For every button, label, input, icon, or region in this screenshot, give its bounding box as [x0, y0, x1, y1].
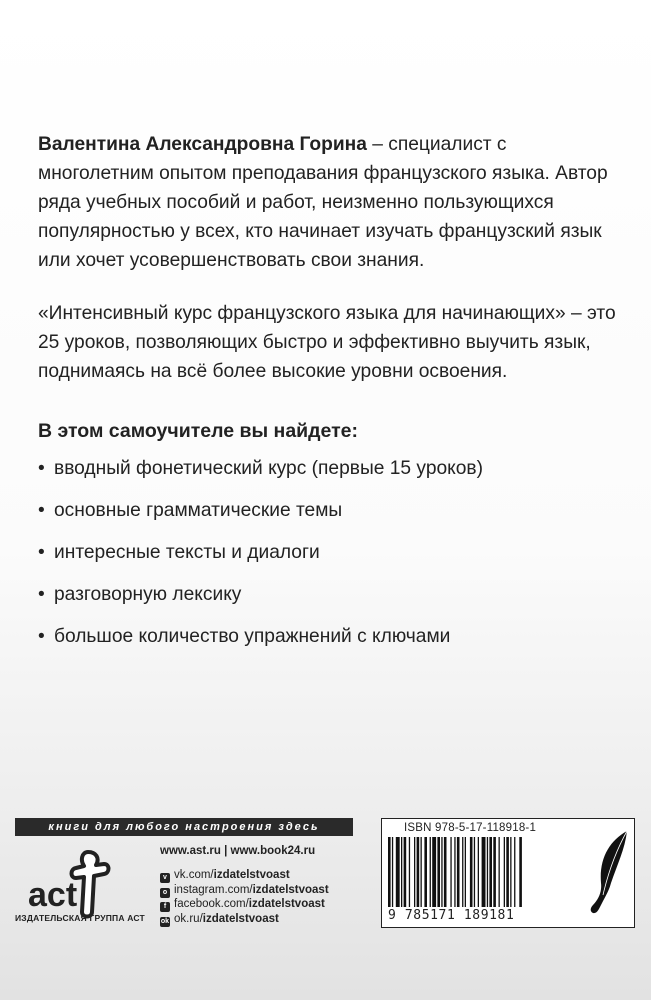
logo-text: act — [28, 876, 78, 914]
bullet-icon: • — [38, 584, 45, 605]
barcode-box — [381, 818, 635, 928]
social-link-vk[interactable]: v vk.com/izdatelstvoast — [160, 868, 329, 883]
quill-icon — [587, 829, 631, 915]
social-link-odnoklassniki[interactable]: ok ok.ru/izdatelstvoast — [160, 912, 279, 925]
list-item: • большое количество упражнений с ключами — [38, 623, 483, 665]
feature-list — [38, 455, 483, 665]
odnoklassniki-icon: ok — [160, 917, 170, 925]
social-link-instagram[interactable]: o instagram.com/izdatelstvoast — [160, 883, 329, 898]
bullet-icon: • — [38, 626, 45, 647]
bullet-icon: • — [38, 500, 45, 521]
bullet-icon: • — [38, 458, 45, 479]
tagline-banner: книги для любого настроения здесь — [15, 818, 353, 836]
bullet-icon: • — [38, 542, 45, 563]
list-item: • разговорную лексику — [38, 581, 483, 623]
author-intro — [38, 130, 618, 275]
list-item: • вводный фонетический курс (первые 15 уроков) — [38, 455, 483, 497]
vk-icon: v — [160, 873, 170, 883]
facebook-icon: f — [160, 902, 170, 912]
isbn-label: ISBN 978-5-17-118918-1 — [404, 822, 537, 834]
course-description: «Интенсивный курс французского языка для начинающих» – это 25 уроков, позволяющих быстро и эффективно выучить язык, поднимаясь на всё более высокие уровни освоения. — [38, 303, 616, 382]
social-links — [160, 868, 329, 926]
list-item: • основные грамматические темы — [38, 497, 483, 539]
instagram-icon: o — [160, 888, 170, 898]
website-links[interactable]: www.ast.ru | www.book24.ru — [160, 845, 316, 857]
social-link-facebook[interactable]: f facebook.com/izdatelstvoast — [160, 897, 329, 912]
author-name: Валентина Александровна Горина — [38, 134, 367, 155]
barcode-number: 9 785171 189181 — [388, 908, 515, 923]
publisher-name: ИЗДАТЕЛЬСКАЯ ГРУППА АСТ — [15, 913, 145, 923]
author-bio: – специалист с многолетним опытом преподавания французского языка. Автор ряда учебных пособий и работ, неизменно пользующихся популярностью у всех, кто начинает изучать французский язык или хочет усовершенствовать свои знания. — [38, 134, 608, 271]
list-heading: В этом самоучителе вы найдете: — [38, 420, 359, 442]
barcode-icon — [386, 837, 582, 909]
list-item: • интересные тексты и диалоги — [38, 539, 483, 581]
